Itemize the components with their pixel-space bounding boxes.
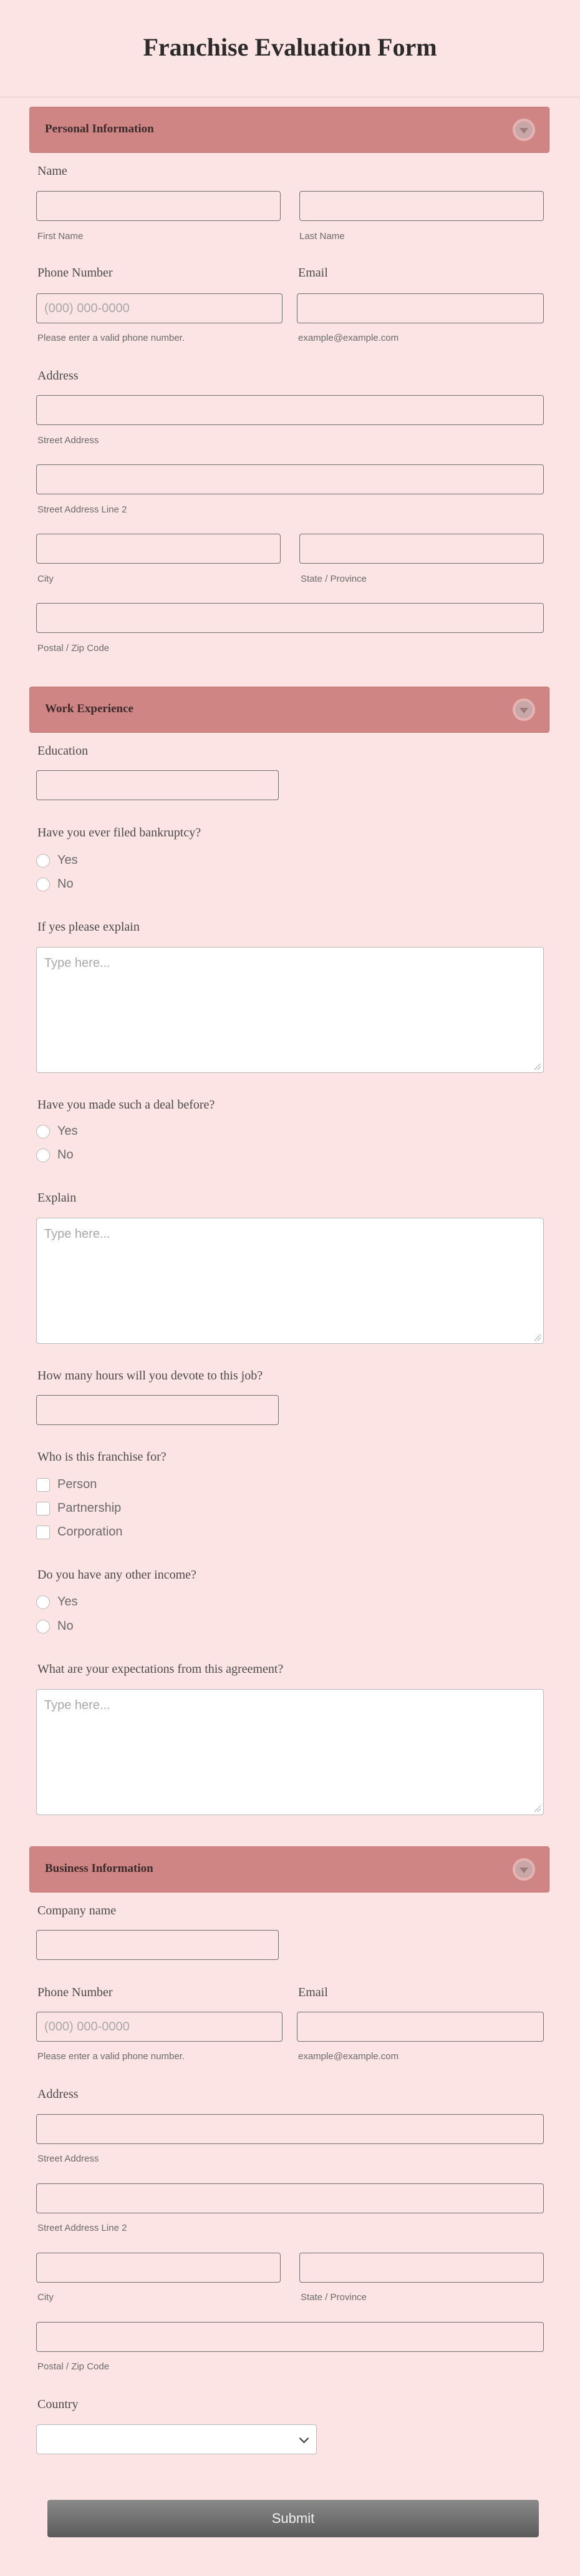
email-sublabel: example@example.com [298,333,399,343]
email-input[interactable] [297,293,544,323]
collapse-icon[interactable] [513,119,535,141]
business-phone-label: Phone Number [37,1986,113,1999]
resize-handle-icon[interactable] [534,1806,541,1812]
bankruptcy-yes[interactable]: Yes [36,853,78,868]
explain2-label: Explain [37,1191,77,1205]
radio-icon[interactable] [36,1620,50,1633]
income-label: Do you have any other income? [37,1568,196,1582]
deal-label: Have you made such a deal before? [37,1098,215,1112]
business-phone-sublabel: Please enter a valid phone number. [37,2051,185,2062]
expectations-label: What are your expectations from this agreement? [37,1662,284,1676]
radio-icon[interactable] [36,1595,50,1609]
deal-no[interactable]: No [36,1148,74,1162]
business-street2-input[interactable] [36,2183,544,2213]
email-label: Email [298,266,328,280]
business-phone-input[interactable]: (000) 000-0000 [36,2012,283,2042]
section-header-personal[interactable] [29,107,549,153]
resize-handle-icon[interactable] [534,1335,541,1341]
street-sublabel: Street Address [37,435,99,446]
hours-label: How many hours will you devote to this job? [37,1369,263,1383]
chevron-down-icon [299,2433,309,2443]
checkbox-icon[interactable] [36,1502,50,1516]
business-email-label: Email [298,1986,328,1999]
checkbox-icon[interactable] [36,1526,50,1539]
resize-handle-icon[interactable] [534,1064,541,1070]
franchise-for-partnership[interactable]: Partnership [36,1501,121,1516]
last-name-sublabel: Last Name [299,231,345,242]
radio-icon[interactable] [36,854,50,868]
deal-yes[interactable]: Yes [36,1124,78,1139]
last-name-input[interactable] [299,191,544,221]
state-sublabel: State / Province [301,574,367,584]
address-label: Address [37,369,79,383]
phone-sublabel: Please enter a valid phone number. [37,333,185,343]
street2-sublabel: Street Address Line 2 [37,504,127,515]
franchise-for-corporation[interactable]: Corporation [36,1525,123,1539]
postal-input[interactable] [36,603,544,633]
section-title: Business Information [45,1862,153,1875]
business-postal-sublabel: Postal / Zip Code [37,2361,110,2372]
bankruptcy-label: Have you ever filed bankruptcy? [37,826,201,840]
income-no[interactable]: No [36,1619,74,1633]
franchise-for-label: Who is this franchise for? [37,1450,167,1464]
bankruptcy-no[interactable]: No [36,877,74,891]
business-address-label: Address [37,2087,79,2101]
state-input[interactable] [299,534,544,564]
form-title: Franchise Evaluation Form [143,33,437,61]
business-email-input[interactable] [297,2012,544,2042]
hours-input[interactable] [36,1395,279,1425]
radio-icon[interactable] [36,878,50,891]
phone-input[interactable]: (000) 000-0000 [36,293,283,323]
city-input[interactable] [36,534,281,564]
education-input[interactable] [36,770,279,800]
country-label: Country [37,2397,79,2411]
business-state-input[interactable] [299,2253,544,2283]
collapse-icon[interactable] [513,698,535,721]
city-sublabel: City [37,574,54,584]
section-header-business[interactable] [29,1846,549,1893]
business-email-sublabel: example@example.com [298,2051,399,2062]
street2-input[interactable] [36,464,544,494]
radio-icon[interactable] [36,1148,50,1162]
country-select[interactable] [36,2424,317,2454]
franchise-for-person[interactable]: Person [36,1477,97,1492]
business-street-sublabel: Street Address [37,2153,99,2164]
radio-icon[interactable] [36,1125,50,1139]
submit-button[interactable]: Submit [47,2500,539,2537]
first-name-input[interactable] [36,191,281,221]
business-state-sublabel: State / Province [301,2292,367,2303]
postal-sublabel: Postal / Zip Code [37,643,110,654]
first-name-sublabel: First Name [37,231,84,242]
explain1-textarea[interactable]: Type here... [36,947,544,1073]
explain1-label: If yes please explain [37,920,140,934]
business-city-sublabel: City [37,2292,54,2303]
collapse-icon[interactable] [513,1858,535,1881]
section-header-work[interactable] [29,687,549,733]
street-input[interactable] [36,395,544,425]
name-label: Name [37,164,67,178]
business-city-input[interactable] [36,2253,281,2283]
checkbox-icon[interactable] [36,1478,50,1492]
income-yes[interactable]: Yes [36,1595,78,1609]
business-postal-input[interactable] [36,2322,544,2352]
company-input[interactable] [36,1930,279,1960]
business-street2-sublabel: Street Address Line 2 [37,2223,127,2233]
expectations-textarea[interactable]: Type here... [36,1689,544,1815]
company-label: Company name [37,1904,117,1917]
phone-label: Phone Number [37,266,113,280]
explain2-textarea[interactable]: Type here... [36,1218,544,1344]
section-title: Personal Information [45,122,154,135]
business-street-input[interactable] [36,2114,544,2144]
education-label: Education [37,744,89,758]
section-title: Work Experience [45,702,133,715]
